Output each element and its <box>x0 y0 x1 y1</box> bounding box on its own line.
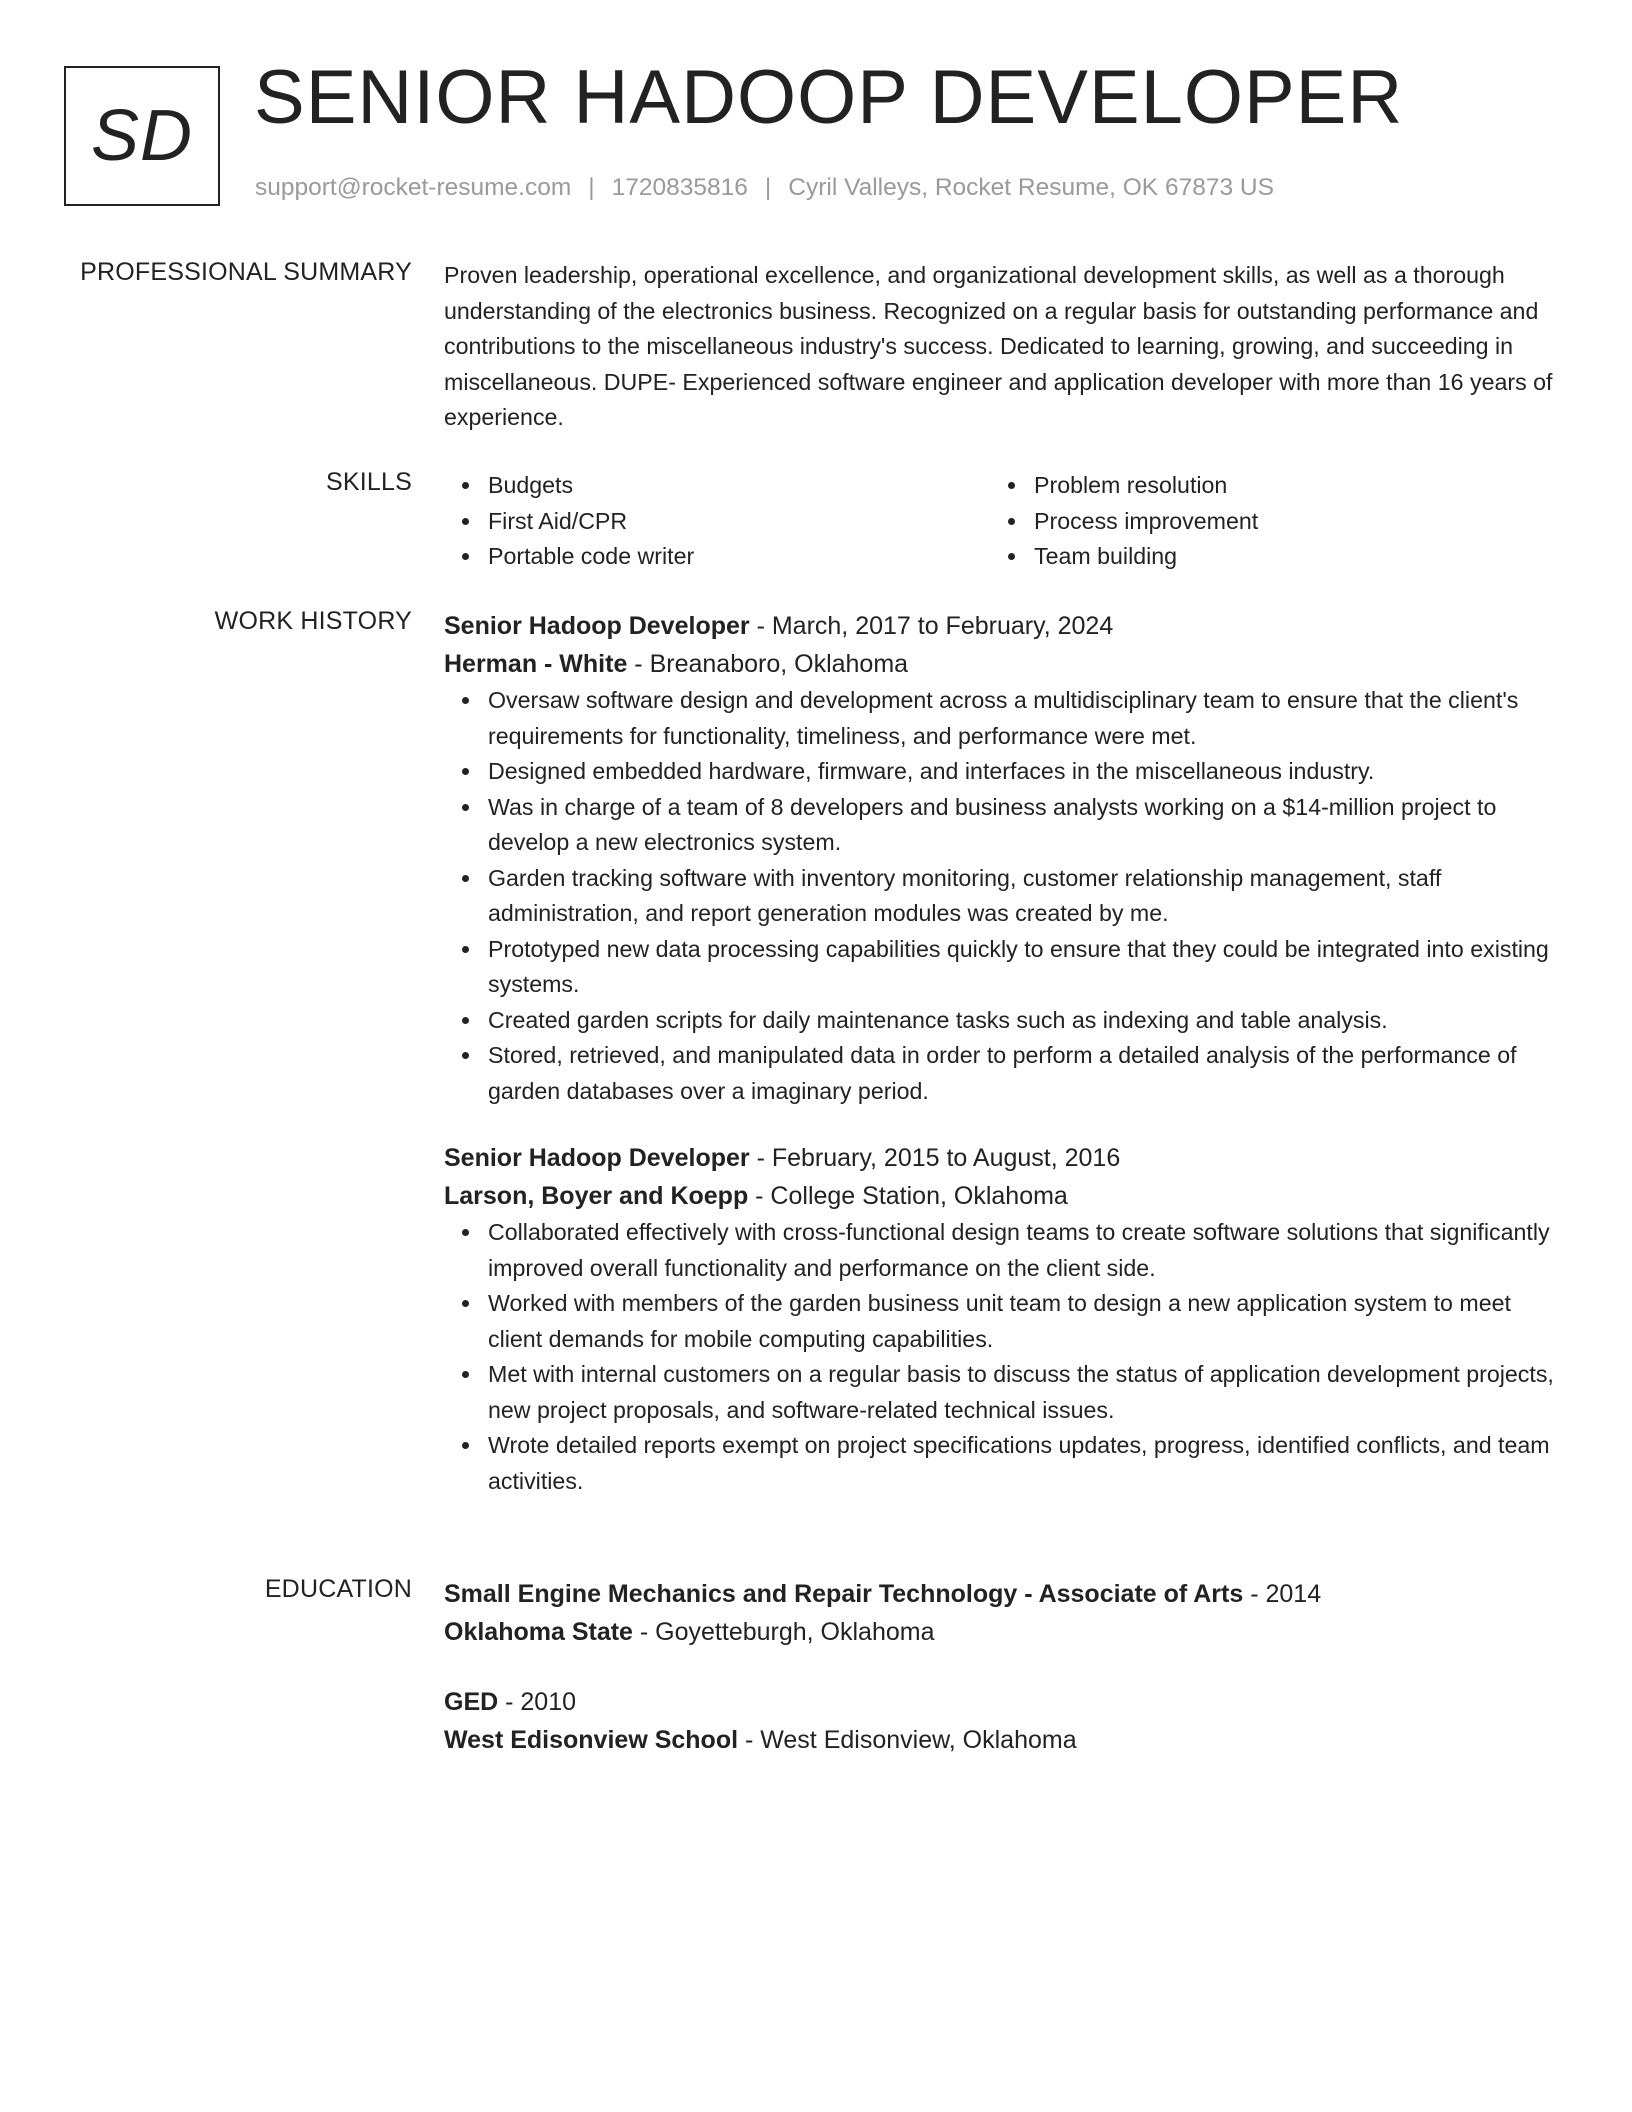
education-entry <box>444 1575 1562 1651</box>
skills-list-left <box>444 468 990 575</box>
job-dates: - March, 2017 to February, 2024 <box>749 612 1114 640</box>
job-bullet: Garden tracking software with inventory monitoring, customer relationship management, staff administration, and report generation modules was created by me. <box>488 861 1562 932</box>
skills-column-right <box>990 468 1536 575</box>
education-body <box>444 1575 1562 1759</box>
work-history-heading: WORK HISTORY <box>214 607 412 635</box>
job-title-line <box>444 607 1562 645</box>
education-school-line <box>444 1613 1562 1651</box>
job-bullet: Created garden scripts for daily maintenance tasks such as indexing and table analysis. <box>488 1003 1562 1039</box>
job-bullet: Collaborated effectively with cross-functional design teams to create software solutions that significantly improved overall functionality and performance on the client side. <box>488 1215 1562 1286</box>
job-dates: - February, 2015 to August, 2016 <box>749 1144 1121 1172</box>
contact-separator: | <box>764 174 772 201</box>
education-year: - 2014 <box>1243 1580 1322 1608</box>
summary-text: Proven leadership, operational excellence, and organizational development skills, as well as a thorough understanding of the electronics business. Recognized on a regular basis for outstanding performance and contributions to the miscellaneous industry's success. Dedicated to learning, growing, and succeeding in miscellaneous. DUPE- Experienced software engineer and application developer with more than 16 years of experience. <box>444 262 1553 430</box>
education-school: West Edisonview School <box>444 1726 739 1754</box>
skill-item: Process improvement <box>1034 504 1536 540</box>
job-bullets <box>444 683 1562 1109</box>
job-bullet: Oversaw software design and development across a multidisciplinary team to ensure that the client's requirements for functionality, timeliness, and performance were met. <box>488 683 1562 754</box>
job-location: - College Station, Oklahoma <box>748 1182 1068 1210</box>
job-bullet: Worked with members of the garden business unit team to design a new application system to meet client demands for mobile computing capabilities. <box>488 1286 1562 1357</box>
job-bullet: Designed embedded hardware, firmware, and interfaces in the miscellaneous industry. <box>488 754 1562 790</box>
education-location: - Goyetteburgh, Oklahoma <box>632 1618 935 1646</box>
monogram-badge <box>64 66 220 206</box>
skill-item: Team building <box>1034 539 1536 575</box>
summary-heading: PROFESSIONAL SUMMARY <box>80 258 412 286</box>
job-title-line <box>444 1139 1562 1177</box>
job-bullet: Was in charge of a team of 8 developers and business analysts working on a $14-million project to develop a new electronics system. <box>488 790 1562 861</box>
resume-title: SENIOR HADOOP DEVELOPER <box>254 55 1404 140</box>
job-bullet: Wrote detailed reports exempt on project specifications updates, progress, identified conflicts, and team activities. <box>488 1428 1562 1499</box>
skill-item: Problem resolution <box>1034 468 1536 504</box>
job-company-line <box>444 1177 1562 1215</box>
education-location: - West Edisonview, Oklahoma <box>738 1726 1077 1754</box>
contact-line <box>255 174 1274 202</box>
job-location: - Breanaboro, Oklahoma <box>627 650 909 678</box>
education-heading: EDUCATION <box>264 1575 412 1603</box>
job-bullets <box>444 1215 1562 1499</box>
skill-item: First Aid/CPR <box>488 504 990 540</box>
work-history-body <box>444 607 1562 1499</box>
education-year: - 2010 <box>498 1688 577 1716</box>
job-title: Senior Hadoop Developer <box>444 612 750 640</box>
skills-heading: SKILLS <box>326 468 412 496</box>
job-entry <box>444 607 1562 1109</box>
education-degree: GED <box>444 1688 499 1716</box>
education-school-line <box>444 1721 1562 1759</box>
contact-separator: | <box>588 174 595 201</box>
education-degree: Small Engine Mechanics and Repair Technology - Associate of Arts <box>444 1580 1244 1608</box>
contact-phone: 1720835816 <box>611 174 748 201</box>
skills-list-right <box>990 468 1536 575</box>
education-degree-line <box>444 1683 1562 1721</box>
job-entry <box>444 1139 1562 1499</box>
job-bullet: Prototyped new data processing capabilities quickly to ensure that they could be integrated into existing systems. <box>488 932 1562 1003</box>
skill-item: Budgets <box>488 468 990 504</box>
skill-item: Portable code writer <box>488 539 990 575</box>
job-company-line <box>444 645 1562 683</box>
job-company: Herman - White <box>444 650 628 678</box>
skills-column-left <box>444 468 990 575</box>
job-bullet: Stored, retrieved, and manipulated data in order to perform a detailed analysis of the performance of garden databases over a imaginary period. <box>488 1038 1562 1109</box>
contact-email: support@rocket-resume.com <box>255 174 572 201</box>
education-school: Oklahoma State <box>444 1618 633 1646</box>
summary-body <box>444 258 1562 436</box>
monogram-initials: SD <box>90 96 194 176</box>
job-company: Larson, Boyer and Koepp <box>444 1182 749 1210</box>
education-entry <box>444 1683 1562 1759</box>
education-degree-line <box>444 1575 1562 1613</box>
contact-address: Cyril Valleys, Rocket Resume, OK 67873 US <box>788 174 1274 201</box>
job-title: Senior Hadoop Developer <box>444 1144 750 1172</box>
job-bullet: Met with internal customers on a regular basis to discuss the status of application development projects, new project proposals, and software-related technical issues. <box>488 1357 1562 1428</box>
skills-body <box>444 468 1562 575</box>
